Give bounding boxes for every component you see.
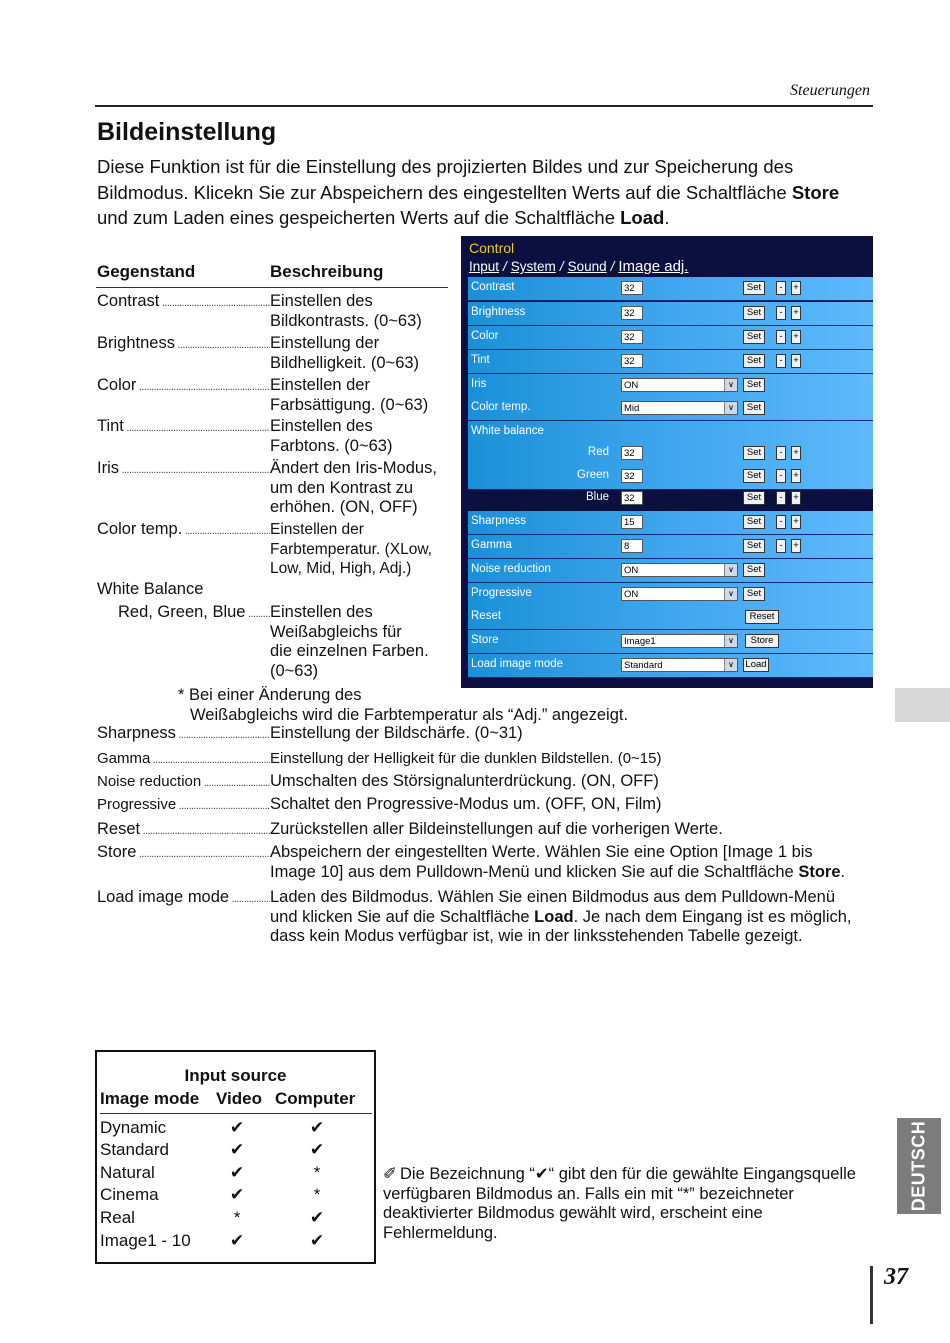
color-temp-select[interactable] bbox=[621, 401, 738, 415]
noise-reduction-set-button[interactable]: Set bbox=[743, 563, 765, 577]
brightness-minus-button[interactable]: - bbox=[776, 306, 786, 320]
language-tab-label: DEUTSCH bbox=[908, 1120, 929, 1212]
red-plus-button[interactable]: + bbox=[791, 446, 801, 460]
iris-select[interactable] bbox=[621, 378, 738, 392]
intro-text-2: und zum Laden eines gespeicherten Werts auf die Schaltfläche bbox=[97, 207, 621, 228]
nav-image-adj-link[interactable]: Image adj. bbox=[618, 258, 689, 275]
video-mark: ✔ bbox=[229, 1185, 245, 1204]
brightness-set-button[interactable]: Set bbox=[743, 306, 765, 320]
select-value: Mid bbox=[624, 403, 640, 414]
blue-plus-button[interactable]: + bbox=[791, 491, 801, 505]
panel-title: Control bbox=[469, 240, 515, 256]
chevron-down-icon[interactable]: ∨ bbox=[724, 659, 737, 671]
col-header-computer: Computer bbox=[275, 1089, 356, 1108]
panel-row-contrast bbox=[468, 277, 873, 301]
section-header: Steuerungen bbox=[790, 82, 870, 99]
item-desc-line: Einstellen des bbox=[270, 603, 373, 621]
tint-minus-button[interactable]: - bbox=[776, 354, 786, 368]
intro-store: Store bbox=[791, 181, 840, 203]
input-source-table bbox=[95, 1050, 376, 1264]
item-desc-line: Farbsättigung. (0~63) bbox=[270, 395, 429, 414]
item-term: Iris ..... bbox=[97, 459, 270, 481]
video-mark: ✔ bbox=[229, 1118, 245, 1137]
select-value: Standard bbox=[624, 660, 663, 671]
gamma-minus-button[interactable]: - bbox=[776, 539, 786, 553]
side-marker bbox=[895, 688, 950, 722]
item-desc-line: Einstellung der bbox=[270, 334, 380, 352]
contrast-set-button[interactable]: Set bbox=[743, 281, 765, 295]
note-text: Die Bezeichnung “✔“ gibt den für die gewählte Eingangsquelle verfügbaren Bildmodus an. Falls ein mit “*” bezeichneter deaktivierter Bildmodus gewählt wird, erscheint eine Fehlermeldung. bbox=[383, 1165, 856, 1242]
control-panel bbox=[461, 236, 873, 688]
item-load-image-mode bbox=[97, 888, 852, 947]
panel-row-label: Progressive bbox=[471, 587, 532, 599]
panel-row-label: Blue bbox=[585, 491, 609, 503]
store-button[interactable]: Store bbox=[745, 634, 779, 648]
item-gamma bbox=[97, 749, 661, 771]
item-desc-bold: Load bbox=[534, 907, 574, 926]
item-brightness bbox=[97, 334, 419, 373]
video-mark: ✔ bbox=[229, 1163, 245, 1182]
nav-input-link[interactable]: Input bbox=[469, 259, 500, 274]
item-desc-line: Einstellung der Helligkeit für die dunklen Bildstellen. (0~15) bbox=[270, 750, 662, 767]
col-header-item: Gegenstand bbox=[97, 262, 196, 281]
note-line: * Bei einer Änderung des bbox=[178, 686, 362, 704]
table-header-rule bbox=[96, 287, 448, 288]
store-select[interactable] bbox=[621, 634, 738, 648]
gamma-set-button[interactable]: Set bbox=[743, 539, 765, 553]
panel-row-label: Load image mode bbox=[471, 658, 564, 670]
panel-row-green bbox=[468, 465, 873, 488]
item-term: Noise reduction ..... bbox=[97, 772, 270, 794]
chevron-down-icon[interactable]: ∨ bbox=[724, 564, 737, 576]
panel-row-label: Contrast bbox=[471, 281, 515, 293]
table-rule bbox=[100, 1113, 372, 1114]
panel-row-label: Gamma bbox=[471, 539, 512, 551]
item-progressive bbox=[97, 795, 662, 817]
item-desc-line: Farbtemperatur. (XLow, bbox=[270, 540, 432, 558]
col-header-description: Beschreibung bbox=[270, 262, 384, 281]
iris-set-button[interactable]: Set bbox=[743, 378, 765, 392]
blue-minus-button[interactable]: - bbox=[776, 491, 786, 505]
chevron-down-icon[interactable]: ∨ bbox=[724, 379, 737, 391]
item-term: Red, Green, Blue ..... bbox=[118, 603, 270, 625]
availability-note bbox=[383, 1165, 875, 1243]
panel-row-noise-reduction bbox=[468, 559, 873, 583]
panel-row-label: Reset bbox=[471, 610, 502, 622]
video-mark: ✔ bbox=[229, 1231, 245, 1250]
item-term: Tint ..... bbox=[97, 417, 270, 439]
item-desc-line: Image 10] aus dem Pulldown-Menü und klicken Sie auf die Schaltfläche bbox=[270, 862, 799, 881]
panel-row-label: Red bbox=[587, 446, 609, 458]
panel-row-label: Green bbox=[577, 469, 609, 481]
panel-row-label: Iris bbox=[471, 378, 487, 390]
reset-button[interactable]: Reset bbox=[745, 610, 779, 624]
sharpness-plus-button[interactable]: + bbox=[791, 515, 801, 529]
panel-row-store bbox=[468, 630, 873, 654]
select-value: ON bbox=[624, 380, 639, 391]
item-desc-line: die einzelnen Farben. bbox=[270, 642, 429, 660]
load-button[interactable]: Load bbox=[743, 658, 769, 672]
mode-label: Natural bbox=[100, 1163, 155, 1182]
tint-plus-button[interactable]: + bbox=[791, 354, 801, 368]
item-desc-bold: Store bbox=[798, 862, 841, 881]
select-value: Image1 bbox=[624, 636, 656, 647]
mode-label: Dynamic bbox=[100, 1118, 167, 1137]
col-header-video: Video bbox=[216, 1089, 262, 1108]
item-desc-line: dass kein Modus verfügbar ist, wie in der linksstehenden Tabelle gezeigt. bbox=[270, 927, 803, 945]
green-minus-button[interactable]: - bbox=[776, 469, 786, 483]
item-desc-line: Zurückstellen aller Bildeinstellungen auf die vorherigen Werte. bbox=[270, 820, 723, 838]
item-desc-line: Umschalten des Störsignalunterdrückung. (ON, OFF) bbox=[270, 772, 659, 790]
color-minus-button[interactable]: - bbox=[776, 330, 786, 344]
panel-row-red bbox=[468, 442, 873, 465]
item-term: Brightness ..... bbox=[97, 334, 270, 356]
chevron-down-icon[interactable]: ∨ bbox=[724, 402, 737, 414]
item-color-temp bbox=[97, 520, 432, 579]
computer-mark: * bbox=[313, 1185, 321, 1204]
intro-text-3: . bbox=[664, 207, 670, 228]
item-desc-line: . bbox=[840, 862, 846, 881]
video-mark: ✔ bbox=[229, 1140, 245, 1159]
item-desc-line: Laden des Bildmodus. Wählen Sie einen Bildmodus aus dem Pulldown-Menü bbox=[270, 888, 835, 906]
item-desc-line: Einstellen der bbox=[270, 521, 364, 538]
item-desc-line: Einstellen der bbox=[270, 376, 370, 394]
panel-row-label: Tint bbox=[471, 354, 490, 366]
blue-value-field[interactable]: 32 bbox=[621, 491, 643, 505]
item-desc-line: Ändert den Iris-Modus, bbox=[270, 459, 437, 477]
item-term: Progressive ..... bbox=[97, 795, 270, 817]
color-set-button[interactable]: Set bbox=[743, 330, 765, 344]
blue-set-button[interactable]: Set bbox=[743, 491, 765, 505]
item-desc-line: Bildkontrasts. (0~63) bbox=[270, 311, 422, 330]
item-desc-line: (0~63) bbox=[270, 661, 319, 680]
nav-system-link[interactable]: System bbox=[510, 259, 556, 274]
item-desc-line: Abspeichern der eingestellten Werte. Wählen Sie eine Option [Image 1 bis bbox=[270, 843, 813, 861]
panel-row-reset bbox=[468, 606, 873, 630]
chevron-down-icon[interactable]: ∨ bbox=[724, 588, 737, 600]
item-desc-line: Low, Mid, High, Adj.) bbox=[270, 560, 412, 577]
item-term: Load image mode ..... bbox=[97, 888, 270, 910]
item-term: Sharpness ..... bbox=[97, 724, 270, 746]
item-term: Store ..... bbox=[97, 843, 270, 865]
contrast-minus-button[interactable]: - bbox=[776, 281, 786, 295]
tint-value-field[interactable]: 32 bbox=[621, 354, 643, 368]
item-term: Contrast ..... bbox=[97, 292, 270, 314]
load-image-mode-select[interactable] bbox=[621, 658, 738, 672]
sharpness-value-field[interactable]: 15 bbox=[621, 515, 643, 529]
mode-label: Image1 - 10 bbox=[100, 1231, 191, 1250]
panel-row-gamma bbox=[468, 535, 873, 559]
color-plus-button[interactable]: + bbox=[791, 330, 801, 344]
item-reset bbox=[97, 820, 723, 842]
brightness-plus-button[interactable]: + bbox=[791, 306, 801, 320]
panel-row-color-temp bbox=[468, 397, 873, 421]
panel-row-tint bbox=[468, 350, 873, 374]
panel-row-label: Store bbox=[471, 634, 499, 646]
white-balance-label: White Balance bbox=[97, 580, 204, 598]
intro-paragraph bbox=[97, 154, 872, 231]
table-title: Input source bbox=[184, 1066, 287, 1085]
item-desc-line: um den Kontrast zu bbox=[270, 478, 414, 497]
computer-mark: * bbox=[313, 1163, 321, 1182]
red-value-field[interactable]: 32 bbox=[621, 446, 643, 460]
pencil-icon: ✐ bbox=[383, 1165, 397, 1183]
panel-row-label: Color bbox=[471, 330, 499, 342]
mode-label: Standard bbox=[100, 1140, 169, 1159]
mode-label: Cinema bbox=[100, 1185, 159, 1204]
panel-row-progressive bbox=[468, 583, 873, 607]
green-set-button[interactable]: Set bbox=[743, 469, 765, 483]
panel-row-load-image-mode bbox=[468, 654, 873, 678]
progressive-set-button[interactable]: Set bbox=[743, 587, 765, 601]
item-term: Reset ..... bbox=[97, 820, 270, 842]
item-desc-line: Weißabgleichs für bbox=[270, 622, 402, 641]
item-desc-line: Einstellen des bbox=[270, 292, 373, 310]
computer-mark: ✔ bbox=[309, 1118, 325, 1137]
panel-row-label: White balance bbox=[471, 425, 544, 437]
item-term: Gamma ..... bbox=[97, 749, 270, 771]
color-temp-set-button[interactable]: Set bbox=[743, 401, 765, 415]
item-desc-line: Farbtons. (0~63) bbox=[270, 436, 393, 455]
note-line: Weißabgleichs wird die Farbtemperatur als “Adj.” angezeigt. bbox=[190, 705, 629, 724]
green-plus-button[interactable]: + bbox=[791, 469, 801, 483]
panel-row-label: Color temp. bbox=[471, 401, 531, 413]
gamma-value-field[interactable]: 8 bbox=[621, 539, 643, 553]
page-number-rule bbox=[870, 1266, 873, 1324]
mode-label: Real bbox=[100, 1208, 135, 1227]
col-header-image-mode: Image mode bbox=[100, 1089, 200, 1108]
gamma-plus-button[interactable]: + bbox=[791, 539, 801, 553]
sharpness-set-button[interactable]: Set bbox=[743, 515, 765, 529]
panel-row-blue bbox=[468, 487, 873, 510]
language-tab bbox=[897, 1118, 941, 1214]
panel-row-label: Brightness bbox=[471, 306, 526, 318]
item-color bbox=[97, 376, 428, 415]
brightness-value-field[interactable]: 32 bbox=[621, 306, 643, 320]
video-mark: * bbox=[233, 1208, 241, 1227]
select-value: ON bbox=[624, 565, 639, 576]
item-desc-line: Bildhelligkeit. (0~63) bbox=[270, 353, 420, 372]
chevron-down-icon[interactable]: ∨ bbox=[724, 635, 737, 647]
white-balance-note bbox=[178, 686, 628, 725]
panel-row-brightness bbox=[468, 302, 873, 326]
item-contrast bbox=[97, 292, 422, 331]
intro-text-1: Diese Funktion ist für die Einstellung des projizierten Bildes und zur Speicherung des Bildmodus. Klicekn Sie zur Abspeichern des eingestellten Werts auf die Schaltfläche bbox=[97, 156, 794, 203]
item-iris bbox=[97, 459, 437, 518]
item-desc-line: und klicken Sie auf die Schaltfläche bbox=[270, 907, 535, 926]
page-number: 37 bbox=[884, 1264, 908, 1290]
page-title: Bildeinstellung bbox=[97, 118, 277, 146]
sharpness-minus-button[interactable]: - bbox=[776, 515, 786, 529]
color-value-field[interactable]: 32 bbox=[621, 330, 643, 344]
red-set-button[interactable]: Set bbox=[743, 446, 765, 460]
item-store bbox=[97, 843, 845, 882]
panel-row-label: Noise reduction bbox=[471, 563, 551, 575]
computer-mark: ✔ bbox=[309, 1140, 325, 1159]
intro-load: Load bbox=[620, 207, 665, 228]
header-rule bbox=[95, 105, 873, 107]
noise-reduction-select[interactable] bbox=[621, 563, 738, 577]
panel-row-iris bbox=[468, 374, 873, 398]
item-tint bbox=[97, 417, 392, 456]
contrast-value-field[interactable]: 32 bbox=[621, 281, 643, 295]
computer-mark: ✔ bbox=[309, 1208, 325, 1227]
select-value: ON bbox=[624, 589, 639, 600]
computer-mark: ✔ bbox=[309, 1231, 325, 1250]
item-desc-line: Einstellen des bbox=[270, 417, 373, 435]
item-noise-reduction bbox=[97, 772, 659, 794]
green-value-field[interactable]: 32 bbox=[621, 469, 643, 483]
contrast-plus-button[interactable]: + bbox=[791, 281, 801, 295]
item-white-balance bbox=[118, 603, 429, 681]
tint-set-button[interactable]: Set bbox=[743, 354, 765, 368]
panel-row-color bbox=[468, 326, 873, 350]
panel-row-label: Sharpness bbox=[471, 515, 526, 527]
item-desc-line: erhöhen. (ON, OFF) bbox=[270, 498, 418, 516]
item-term: Color ..... bbox=[97, 376, 270, 398]
red-minus-button[interactable]: - bbox=[776, 446, 786, 460]
item-desc-line: Einstellung der Bildschärfe. (0~31) bbox=[270, 724, 523, 742]
item-term: Color temp. ..... bbox=[97, 520, 270, 542]
nav-sound-link[interactable]: Sound bbox=[567, 259, 607, 274]
item-sharpness bbox=[97, 724, 523, 746]
item-desc-line: . Je nach dem Eingang ist es möglich, bbox=[573, 907, 852, 926]
panel-row-sharpness bbox=[468, 511, 873, 535]
progressive-select[interactable] bbox=[621, 587, 738, 601]
panel-nav: Input / System / Sound / Image adj. bbox=[469, 258, 689, 275]
item-desc-line: Schaltet den Progressive-Modus um. (OFF, ON, Film) bbox=[270, 795, 662, 813]
